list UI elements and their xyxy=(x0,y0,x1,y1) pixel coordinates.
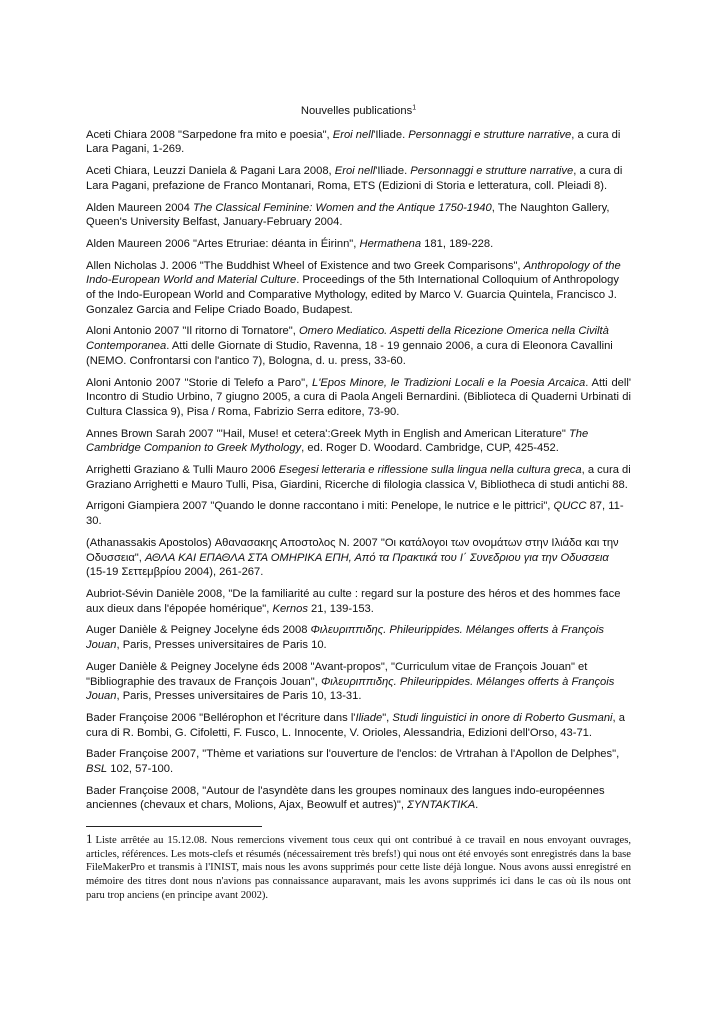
footnote-number: 1 xyxy=(86,831,93,847)
entry-text-segment: Bader Françoise 2006 "Bellérophon et l'écriture dans l' xyxy=(86,711,356,724)
entry-italic-segment: Omero Mediatico. Aspetti della Ricezione Omerica nella Civiltà Contemporanea xyxy=(86,325,609,353)
entry-italic-segment: Personnaggi e strutture narrative xyxy=(410,165,574,178)
bibliography-entry xyxy=(86,324,631,368)
entry-italic-segment: Iliade xyxy=(355,711,383,724)
entry-text-segment: 87, 11-30. xyxy=(86,500,624,528)
bibliography-entry xyxy=(86,128,631,157)
bibliography-entry xyxy=(86,711,631,740)
bibliography-entry xyxy=(86,237,631,252)
bibliography-entry xyxy=(86,499,631,528)
bibliography-entry xyxy=(86,201,631,230)
document-page xyxy=(86,104,631,902)
bibliography-entry xyxy=(86,587,631,616)
bibliography-entry xyxy=(86,376,631,420)
entry-text-segment: Aloni Antonio 2007 "Storie di Telefo a Paro", xyxy=(86,376,312,389)
entry-text-segment: (Athanassakis Apostolos) Αθανασακης Αποστολος Ν. 2007 "Οι κατάλογοι των ονομάτων στην Ιλιάδα και την Οδυσσεια", xyxy=(86,536,619,564)
entry-text-segment: Auger Danièle & Peigney Jocelyne éds 2008 "Avant-propos", "Curriculum vitae de François Jouan" et "Bibliographie des travaux de François Jouan", xyxy=(86,660,588,688)
entry-italic-segment: Kernos xyxy=(272,602,308,615)
entry-italic-segment: Eroi nell xyxy=(334,165,376,178)
entry-italic-segment: Φιλευριππιδης. Phileurippides. Mélanges offerts à François Jouan xyxy=(86,624,604,652)
entry-italic-segment: ΣΥΝΤΑΚΤΙΚΑ xyxy=(407,799,476,812)
entry-italic-segment: The Cambridge Companion to Greek Mythology xyxy=(86,427,589,455)
entry-text-segment: Bader Françoise 2007, "Thème et variations sur l'ouverture de l'enclos: de Vrtrahan à l'Apollon de Delphes", xyxy=(86,748,620,761)
entry-text-segment: (15-19 Σεττεμβρίου 2004), 261-267. xyxy=(86,566,264,579)
entry-text-segment: Arrighetti Graziano & Tulli Mauro 2006 xyxy=(86,464,279,477)
entry-text-segment: , a cura di R. Bombi, G. Cifoletti, F. Fusco, L. Innocente, V. Orioles, Alessandria, Edizioni dell'Orso, 43-71. xyxy=(86,711,625,739)
page-title xyxy=(86,104,631,119)
entry-text-segment: 'Iliade. xyxy=(373,128,409,141)
entry-text-segment: 102, 57-100. xyxy=(107,763,174,776)
entry-text-segment: . Atti delle Giornate di Studio, Ravenna, 18 - 19 gennaio 2006, a cura di Eleonora Cavallini (NEMO. Confrontarsi con l'antico 7), Bologna, d. u. press, 33-60. xyxy=(86,340,613,367)
entry-text-segment: Aceti Chiara 2008 "Sarpedone fra mito e poesia", xyxy=(86,128,333,141)
entry-italic-segment: Eroi nell xyxy=(332,128,374,141)
entry-italic-segment: BSL xyxy=(86,763,108,776)
entry-text-segment: , ed. Roger D. Woodard. Cambridge, CUP, 425-452. xyxy=(301,442,559,455)
bibliography-entry xyxy=(86,623,631,652)
entry-text-segment: Alden Maureen 2004 xyxy=(86,201,193,214)
entry-italic-segment: Anthropology of the Indo-European World and Material Culture xyxy=(86,259,621,287)
entry-text-segment: , Paris, Presses universitaires de Paris 10. xyxy=(116,639,327,652)
entry-italic-segment: Φιλευριππιδης. Phileurippides. Mélanges offerts à François Jouan xyxy=(86,675,615,703)
bibliography-entry xyxy=(86,463,631,492)
bibliography-list xyxy=(86,128,631,813)
entry-text-segment: Allen Nicholas J. 2006 "The Buddhist Wheel of Existence and two Greek Comparisons", xyxy=(86,259,524,272)
bibliography-entry xyxy=(86,784,631,813)
entry-text-segment: Aloni Antonio 2007 "Il ritorno di Tornatore", xyxy=(86,325,299,338)
entry-italic-segment: The Classical Feminine: Women and the Antique 1750-1940 xyxy=(192,201,492,214)
bibliography-entry xyxy=(86,164,631,193)
footnote-ref: 1 xyxy=(412,104,417,112)
entry-text-segment: . Proceedings of the 5th International Colloquium of Anthropology of the Indo-European World and Comparative Mythology, edited by Marco V. Guarcia Quintela, Francisco J. Gonzalez Garcia and Felipe Criado Boado, Budapest. xyxy=(86,274,619,316)
entry-italic-segment: Esegesi letteraria e riflessione sulla lingua nella cultura greca xyxy=(278,464,582,477)
entry-italic-segment: Hermathena xyxy=(359,237,422,250)
entry-italic-segment: L'Epos Minore, le Tradizioni Locali e la Poesia Arcaica xyxy=(311,376,586,389)
entry-text-segment: , a cura di Lara Pagani, prefazione de Franco Montanari, Roma, ETS (Edizioni di Storia e letteratura, coll. Pleiadi 8). xyxy=(86,165,623,192)
entry-text-segment: , The Naughton Gallery, Queen's University Belfast, January-February 2004. xyxy=(86,201,610,229)
entry-text-segment: . xyxy=(475,799,479,812)
entry-text-segment: , Paris, Presses universitaires de Paris 10, 13-31. xyxy=(116,690,362,703)
footnote-text: Liste arrêtée au 15.12.08. Nous remercions vivement tous ceux qui ont contribué à ce travail en nous envoyant ouvrages, articles, références. Les mots-clefs et résumés (nécessairement très brefs!) qui nous ont été envoyés sont enregistrés dans la base FileMakerPro et transmis à l'INIST, mais nous les avons supprimés pour cette liste déjà longue. Nous avons aussi enregistré en mémoire des titres dont nous n'avions pas connaissance auparavant, mais les avons supprimés ici dans le cas où ils nous ont paru trop anciens (en principe avant 2002). xyxy=(86,835,631,901)
entry-text-segment: Annes Brown Sarah 2007 "'Hail, Muse! et cetera':Greek Myth in English and American Literature" xyxy=(86,427,569,440)
entry-text-segment: , a cura di Lara Pagani, 1-269. xyxy=(86,128,621,156)
entry-italic-segment: Personnaggi e strutture narrative xyxy=(408,128,572,141)
bibliography-entry xyxy=(86,427,631,456)
entry-italic-segment: ΑΘΛΑ ΚΑΙ ΕΠΑΘΛΑ ΣΤΑ ΟΜΗΡΙΚΑ ΕΠΗ, Από τα Πρακτικά του Ι΄ Συνεδριου για την Οδυσσεια xyxy=(145,551,609,564)
entry-text-segment: Aubriot-Sévin Danièle 2008, "De la familiarité au culte : regard sur la posture des héros et des hommes face aux dieux dans l'épopée homérique", xyxy=(86,587,621,615)
footnote-separator xyxy=(86,826,262,827)
entry-text-segment: Bader Françoise 2008, "Autour de l'asyndète dans les groupes nominaux des langues indo-européennes anciennes (chevaux et chars, Molions, Ajax, Beowulf et autres)", xyxy=(86,784,605,812)
bibliography-entry xyxy=(86,259,631,318)
title-text: Nouvelles publications xyxy=(300,105,413,117)
entry-italic-segment: QUCC xyxy=(553,500,587,513)
entry-text-segment: , a cura di Graziano Arrighetti e Mauro Tulli, Pisa, Giardini, Ricerche di filologia classica V, Bibliotheca di studi antichi 88. xyxy=(86,464,631,491)
entry-text-segment: 21, 139-153. xyxy=(307,602,374,615)
entry-text-segment: Aceti Chiara, Leuzzi Daniela & Pagani Lara 2008, xyxy=(86,165,335,178)
footnote xyxy=(86,832,631,902)
bibliography-entry xyxy=(86,747,631,776)
entry-text-segment: . Atti dell' Incontro di Studio Urbino, 7 giugno 2005, a cura di Paola Angeli Bernardini. (Biblioteca di Quaderni Urbinati di Cultura Classica 9), Pisa / Roma, Fabrizio Serra editore, 73-90. xyxy=(86,376,631,418)
entry-text-segment: Alden Maureen 2006 "Artes Etruriae: déanta in Éirinn", xyxy=(86,237,360,250)
entry-text-segment: 181, 189-228. xyxy=(421,237,494,250)
entry-text-segment: 'Iliade. xyxy=(375,165,411,178)
entry-text-segment: Auger Danièle & Peigney Jocelyne éds 2008 xyxy=(86,624,311,637)
bibliography-entry xyxy=(86,536,631,580)
entry-text-segment: Arrigoni Giampiera 2007 "Quando le donne raccontano i miti: Penelope, le nutrice e le pittrici", xyxy=(86,500,554,513)
entry-italic-segment: Studi linguistici in onore di Roberto Gusmani xyxy=(392,711,613,724)
entry-text-segment: ", xyxy=(382,711,393,724)
bibliography-entry xyxy=(86,660,631,704)
